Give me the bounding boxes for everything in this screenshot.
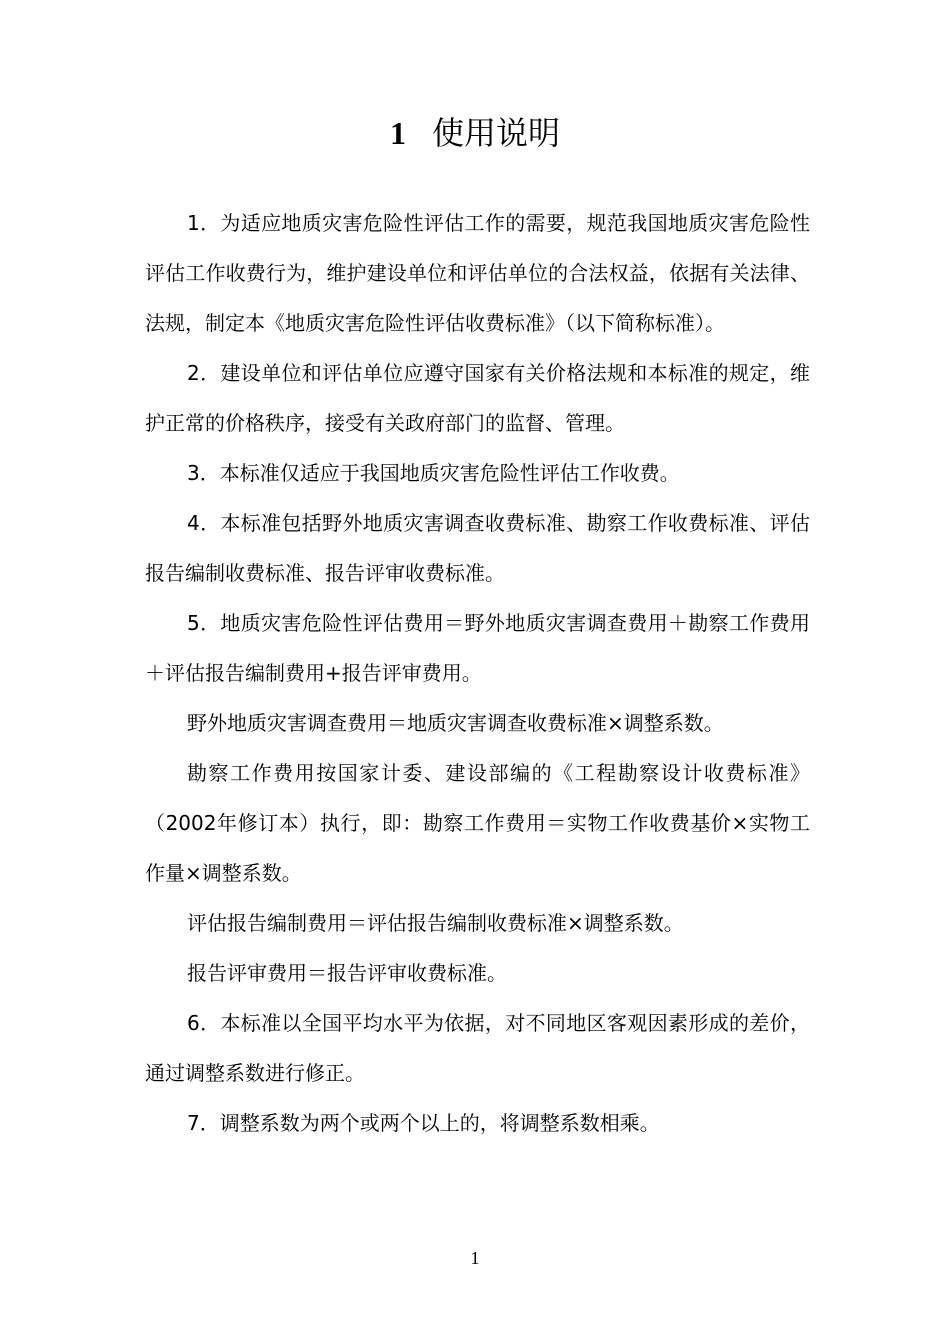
paragraph-1: 1．为适应地质灾害危险性评估工作的需要，规范我国地质灾害危险性评估工作收费行为，维护建设单位和评估单位的合法权益，依据有关法律、法规，制定本《地质灾害危险性评估收费标准》（以下简称标准）。	[145, 211, 810, 335]
title-text: 使用说明	[431, 114, 560, 152]
paragraph-7: 7．调整系数为两个或两个以上的，将调整系数相乘。	[187, 1111, 660, 1135]
formula-exploration-fee: 勘察工作费用按国家计委、建设部编的《工程勘察设计收费标准》（2002年修订本）执行，即：勘察工作费用＝实物工作收费基价×实物工作量×调整系数。	[145, 761, 810, 885]
page-title	[0, 108, 950, 154]
document-body	[145, 198, 810, 1148]
paragraph-3: 3．本标准仅适应于我国地质灾害危险性评估工作收费。	[187, 461, 680, 485]
paragraph-5: 5．地质灾害危险性评估费用＝野外地质灾害调查费用＋勘察工作费用＋评估报告编制费用+报告评审费用。	[145, 611, 810, 685]
formula-report-fee: 评估报告编制费用＝评估报告编制收费标准×调整系数。	[187, 911, 684, 935]
formula-survey-fee: 野外地质灾害调查费用＝地质灾害调查收费标准×调整系数。	[187, 711, 724, 735]
formula-review-fee: 报告评审费用＝报告评审收费标准。	[187, 961, 507, 985]
paragraph-4: 4．本标准包括野外地质灾害调查收费标准、勘察工作收费标准、评估报告编制收费标准、报告评审收费标准。	[145, 511, 810, 585]
paragraph-2: 2．建设单位和评估单位应遵守国家有关价格法规和本标准的规定，维护正常的价格秩序，接受有关政府部门的监督、管理。	[145, 361, 810, 435]
page-number: 1	[470, 1248, 480, 1268]
title-number: 1	[389, 115, 406, 151]
paragraph-6: 6．本标准以全国平均水平为依据，对不同地区客观因素形成的差价，通过调整系数进行修正。	[145, 1011, 810, 1085]
